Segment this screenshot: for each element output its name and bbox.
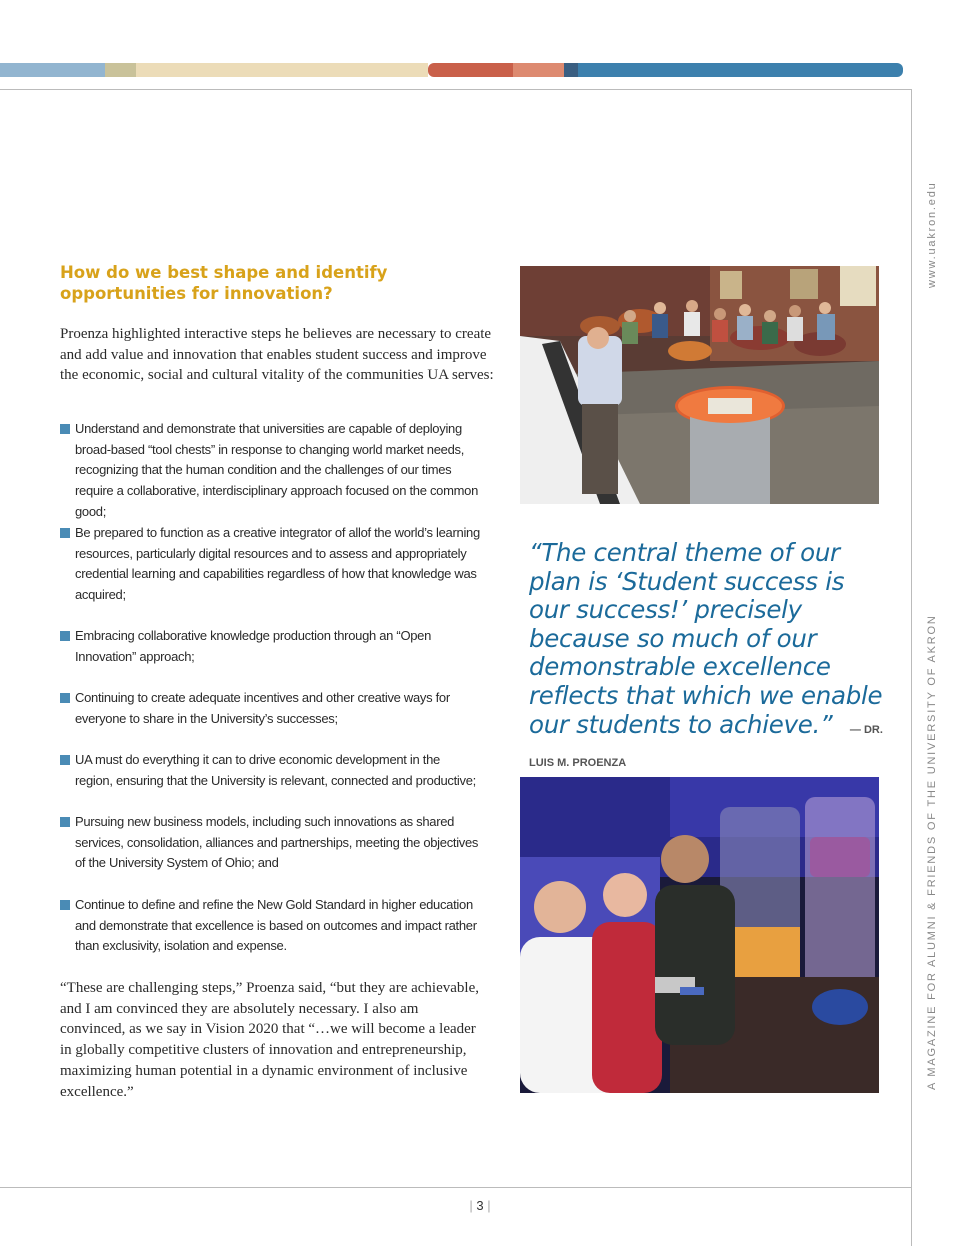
intro-paragraph: Proenza highlighted interactive steps he believes are necessary to create and add value and innovation that enables student success and improve the economic, social and cultural vitality of the communities UA serves: [60,326,494,384]
page-number-value: 3 [476,1198,484,1213]
bullet-square-icon [60,693,70,703]
bullet-square-icon [60,631,70,641]
innovation-steps-list [60,419,480,965]
bullet-square-icon [60,900,70,910]
bullet-square-icon [60,817,70,827]
list-item-text: Pursuing new business models, including such innovations as shared services, consolidation, alliances and partnerships, meeting the objectives of the University System of Ohio; and [75,814,479,871]
pull-quote [529,539,884,778]
magazine-tagline: A MAGAZINE FOR ALUMNI & FRIENDS OF THE UNIVERSITY OF AKRON [926,614,938,1090]
color-bar-segment [105,63,136,77]
list-item-text: Embracing collaborative knowledge production through an “Open Innovation” approach; [75,628,432,664]
list-item [60,688,480,750]
color-bar-segment [136,63,428,77]
list-item-text: Understand and demonstrate that universities are capable of deploying broad-based “tool chests” in response to changing world market needs, recognizing that the human condition and the challenges of our times require a collaborative, interdisciplinary approach focused on the common good; [75,421,479,519]
bottom-rule [0,1187,912,1188]
color-bar-segment [564,63,578,77]
list-item-text: UA must do everything it can to drive economic development in the region, ensuring that the University is relevant, connected and productive; [75,752,476,788]
list-item-text: Continuing to create adequate incentives and other creative ways for everyone to share in the University’s successes; [75,690,450,726]
color-bar-segment [513,63,564,77]
section-heading [60,262,460,304]
lab-students-photo [520,777,879,1093]
list-item-text: Continue to define and refine the New Gold Standard in higher education and demonstrate that excellence is based on outcomes and impact rather than exclusivity, isolation and expense. [75,897,477,954]
quote-text: “The central theme of our plan is ‘Student success is our success!’ precisely because so much of our demonstrable excellence reflects that which we enable our students to achieve.” [529,538,883,739]
color-bar-segment [428,63,513,77]
list-item [60,812,480,895]
bullet-square-icon [60,424,70,434]
bullet-square-icon [60,528,70,538]
quote-attribution: — DR. LUIS M. PROENZA [529,723,883,770]
website-url: www.uakron.edu [926,181,938,288]
list-item [60,419,480,523]
heading-line-1: How do we best shape and identify [60,263,388,282]
list-item-text: Be prepared to function as a creative integrator of allof the world’s learning resources, particularly digital resources and to assess and appropriately credential learning and capabilities regardless of how that knowledge was acquired; [75,525,480,603]
page-number: | 3 | [469,1198,491,1213]
list-item [60,626,480,688]
side-rule [911,89,912,1246]
color-bar-segment [578,63,903,77]
closing-paragraph: “These are challenging steps,” Proenza said, “but they are achievable, and I am convinced they are absolutely necessary. I also am convinced, as we say in Vision 2020 that “…we will become a leader in globally competitive clusters of innovation and entrepreneurship, maximizing human potential in a dynamic environment of inclusive excellence.” [60,980,479,1100]
bullet-square-icon [60,755,70,765]
list-item [60,750,480,812]
heading-line-2: opportunities for innovation? [60,284,333,303]
top-rule [0,89,912,90]
color-bar-segment [0,63,105,77]
list-item [60,523,480,626]
list-item [60,895,480,965]
classroom-photo [520,266,879,504]
